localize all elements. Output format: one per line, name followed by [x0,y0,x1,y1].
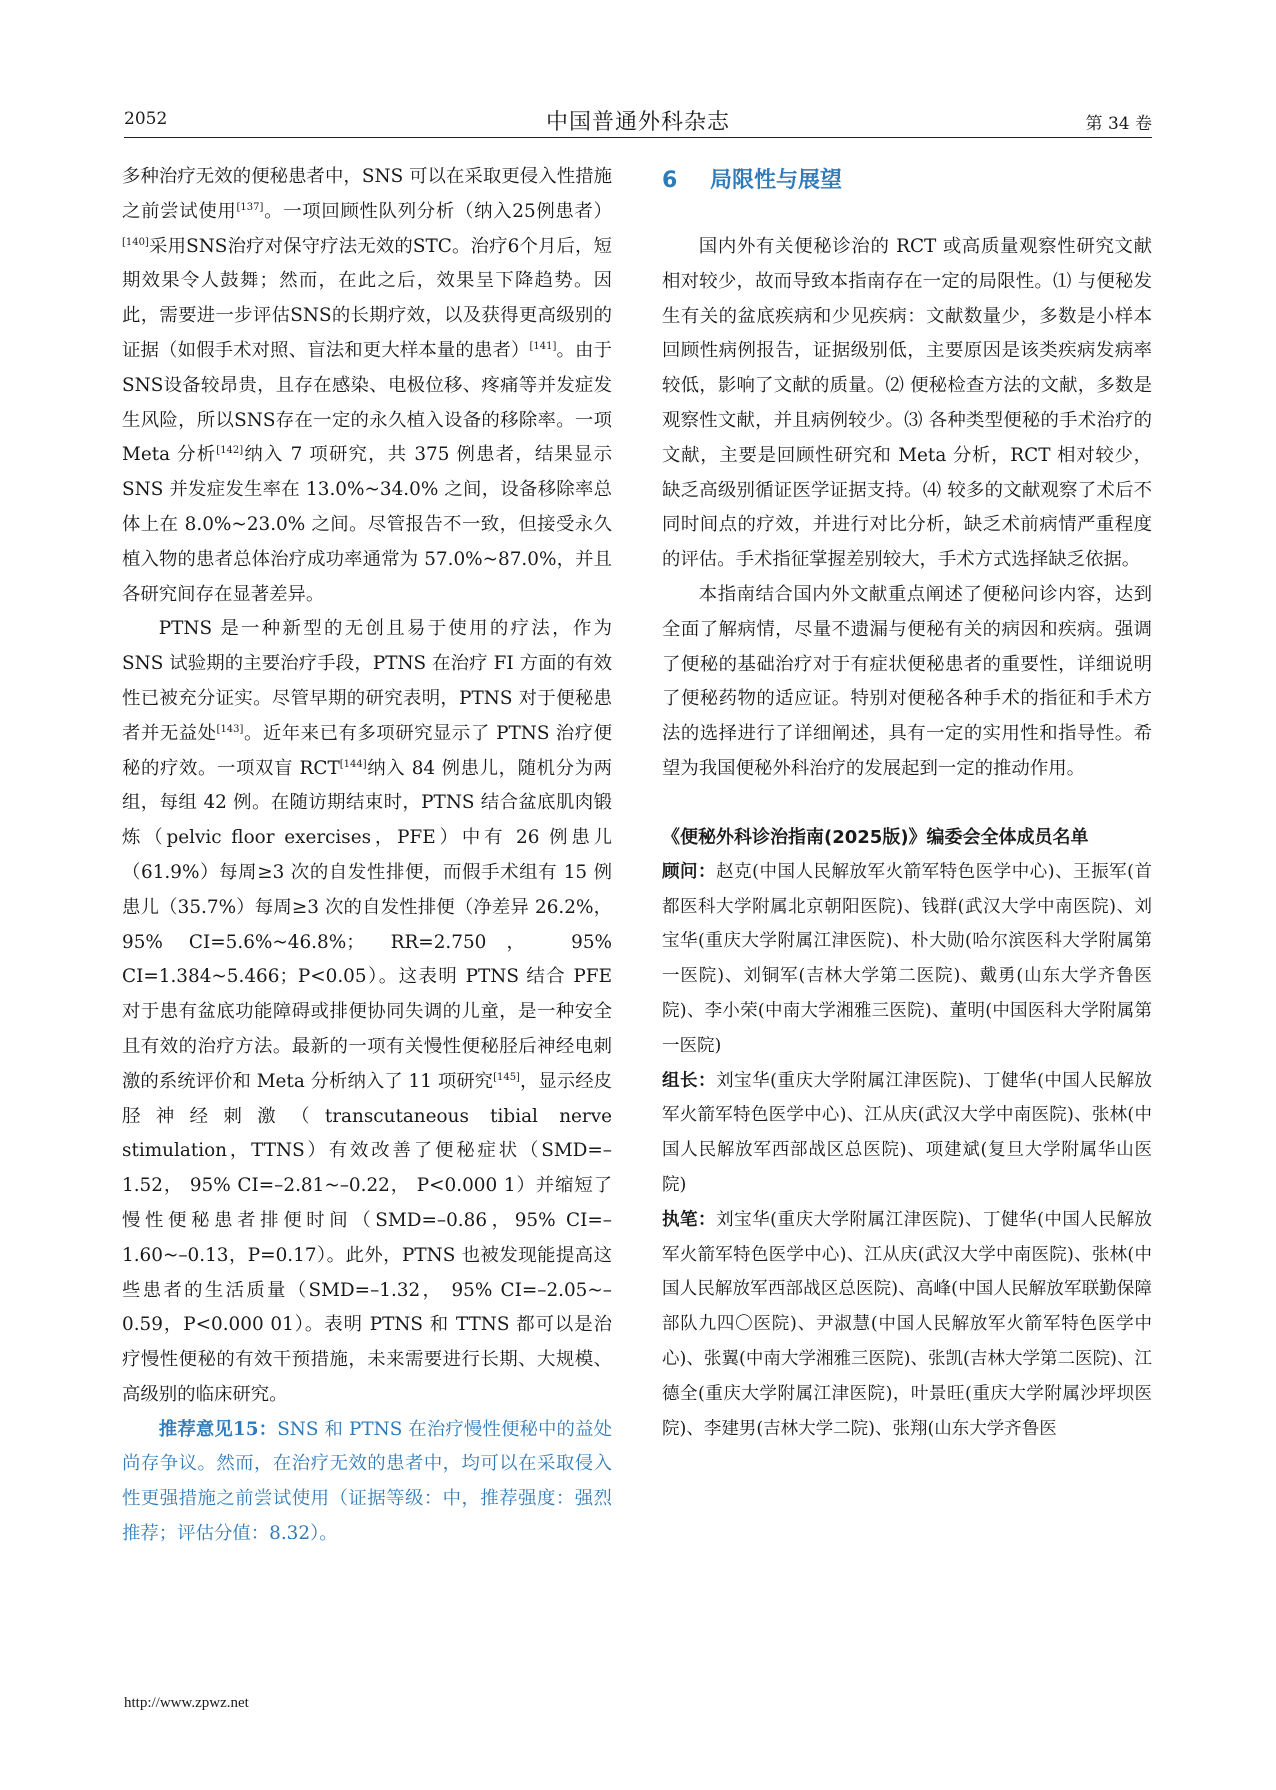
recommendation-text: SNS 和 PTNS 在治疗慢性便秘中的益处尚存争议。然而，在治疗无效的患者中，均可以在采取侵入性更强措施之前尝试使用（证据等级：中，推荐强度：强烈推荐；评估分值：8.32）。 [122,1418,612,1545]
citation-ref: [141] [529,340,557,352]
paragraph-ptns [122,612,612,1412]
right-column [662,160,1152,1446]
text-run: ，显示经皮胫神经刺激（transcutaneous tibial nerve stimulation，TTNS）有效改善了便秘症状（SMD=–1.52， 95% CI=–2.81~–0.22， P<0.000 1）并缩短了慢性便秘患者排便时间（SMD=–0.86，95% CI=–1.60~–0.13，P=0.17）。此外，PTNS 也被发现能提高这些患者的生活质量（SMD=–1.32， 95% CI=–2.05~–0.59，P<0.000 01）。表明 PTNS 和 TTNS 都可以是治疗慢性便秘的有效干预措施，未来需要进行长期、大规模、高级别的临床研究。 [122,1070,612,1405]
roster-writers [662,1203,1152,1447]
roster-names: 赵克(中国人民解放军火箭军特色医学中心)、王振军(首都医科大学附属北京朝阳医院)、钱群(武汉大学中南医院)、刘宝华(重庆大学附属江津医院)、朴大勋(哈尔滨医科大学附属第一医院)、刘铜军(吉林大学第二医院)、戴勇(山东大学齐鲁医院)、李小荣(中南大学湘雅三医院)、董明(中国医科大学附属第一医院) [662,861,1153,1056]
roster-label: 执笔： [662,1209,717,1230]
roster-names: 刘宝华(重庆大学附属江津医院)、丁健华(中国人民解放军火箭军特色医学中心)、江从庆(武汉大学中南医院)、张林(中国人民解放军西部战区总医院)、项建斌(复旦大学附属华山医院) [662,1070,1153,1195]
recommendation-15 [122,1413,612,1552]
left-column [122,160,612,1552]
journal-title: 中国普通外科杂志 [545,110,730,135]
page-number: 2052 [124,109,168,129]
text-run: 纳入 7 项研究，共 375 例患者，结果显示 SNS 并发症发生率在 13.0%~34.0% 之间，设备移除率总体上在 8.0%~23.0% 之间。尽管报告不一致，但接受永久植入物的患者总体治疗成功率通常为 57.0%~87.0%，并且各研究间存在显著差异。 [122,444,612,605]
paragraph-limitations: 国内外有关便秘诊治的 RCT 或高质量观察性研究文献相对较少，故而导致本指南存在一定的局限性。⑴ 与便秘发生有关的盆底疾病和少见疾病：文献数量少，多数是小样本回顾性病例报告，证据级别低，主要原因是该类疾病发病率较低，影响了文献的质量。⑵ 便秘检查方法的文献，多数是观察性文献，并且病例较少。⑶ 各种类型便秘的手术治疗的文献，主要是回顾性研究和 Meta 分析，RCT 相对较少，缺乏高级别循证医学证据支持。⑷ 较多的文献观察了术后不同时间点的疗效，并进行对比分析，缺乏术前病情严重程度的评估。手术指征掌握差别较大，手术方式选择缺乏依据。 [662,236,1152,571]
section-number: 6 [662,168,678,193]
recommendation-label: 推荐意见15： [158,1418,278,1440]
paragraph-outlook: 本指南结合国内外文献重点阐述了便秘问诊内容，达到全面了解病情，尽量不遗漏与便秘有关的病因和疾病。强调了便秘的基础治疗对于有症状便秘患者的重要性，详细说明了便秘药物的适应证。特别对便秘各种手术的指征和手术方法的选择进行了详细阐述，具有一定的实用性和指导性。希望为我国便秘外科治疗的发展起到一定的推动作用。 [662,583,1152,779]
roster-title: 《便秘外科诊治指南(2025版)》编委会全体成员名单 [662,826,1089,848]
paragraph-sns [122,160,612,612]
roster-advisors [662,855,1152,1064]
roster-label: 组长： [662,1070,717,1091]
citation-ref: [142] [216,445,244,457]
running-header [124,103,1152,138]
citation-ref: [140] [122,236,149,248]
text-run: 。由于SNS设备较昂贵，且存在感染、电极位移、疼痛等并发症发生风险，所以SNS存在一定的永久植入设备的移除率。一项 Meta 分析 [122,339,612,466]
text-run: 。近年来已有多项研究显示了 PTNS 治疗便秘的疗效。一项双盲 RCT [122,722,612,779]
footer-url[interactable]: http://www.zpwz.net [124,1695,249,1711]
citation-ref: [145] [493,1071,520,1083]
volume-label: 第 34 卷 [1085,114,1152,134]
roster-label: 顾问： [662,861,717,882]
section-title: 局限性与展望 [710,168,843,193]
roster-names: 刘宝华(重庆大学附属江津医院)、丁健华(中国人民解放军火箭军特色医学中心)、江从庆(武汉大学中南医院)、张林(中国人民解放军西部战区总医院)、高峰(中国人民解放军联勤保障部队九四〇医院)、尹淑慧(中国人民解放军火箭军特色医学中心)、张翼(中南大学湘雅三医院)、张凯(吉林大学第二医院)、江德全(重庆大学附属江津医院)，叶景旺(重庆大学附属沙坪坝医院)、李建男(吉林大学二院)、张翔(山东大学齐鲁医 [662,1209,1153,1439]
text-run: 采用SNS治疗对保守疗法无效的STC。治疗6个月后，短期效果令人鼓舞；然而，在此之后，效果呈下降趋势。因此，需要进一步评估SNS的长期疗效，以及获得更高级别的证据（如假手术对照、盲法和更大样本量的患者） [122,235,612,361]
section-heading [662,164,1152,198]
citation-ref: [144] [339,758,367,770]
spacer [662,787,1152,821]
text-run: 多种治疗无效的便秘患者中，SNS 可以在采取更侵入性措施之前尝试使用 [122,166,612,222]
text-run: 。一项回顾性队列分析（纳入25例患者） [263,200,612,222]
citation-ref: [137] [236,201,264,213]
text-run: PTNS 是一种新型的无创且易于使用的疗法，作为 SNS 试验期的主要治疗手段，PTNS 在治疗 FI 方面的有效性已被充分证实。尽管早期的研究表明，PTNS 对于便秘患者并无益处 [122,618,612,744]
text-run: 纳入 84 例患儿，随机分为两组，每组 42 例。在随访期结束时，PTNS 结合盆底肌肉锻炼（pelvic floor exercises，PFE）中有 26 例患儿（61.9%）每周≥3 次的自发性排便，而假手术组有 15 例患儿（35.7%）每周≥3 次的自发性排便（净差异 26.2%，95% CI=5.6%~46.8%； RR=2.750， 95% CI=1.384~5.466；P<0.05）。这表明 PTNS 结合 PFE 对于患有盆底功能障碍或排便协同失调的儿童，是一种安全且有效的治疗方法。最新的一项有关慢性便秘胫后神经电刺激的系统评价和 Meta 分析纳入了 11 项研究 [122,757,613,1092]
citation-ref: [143] [216,723,244,735]
roster-leaders [662,1064,1152,1203]
